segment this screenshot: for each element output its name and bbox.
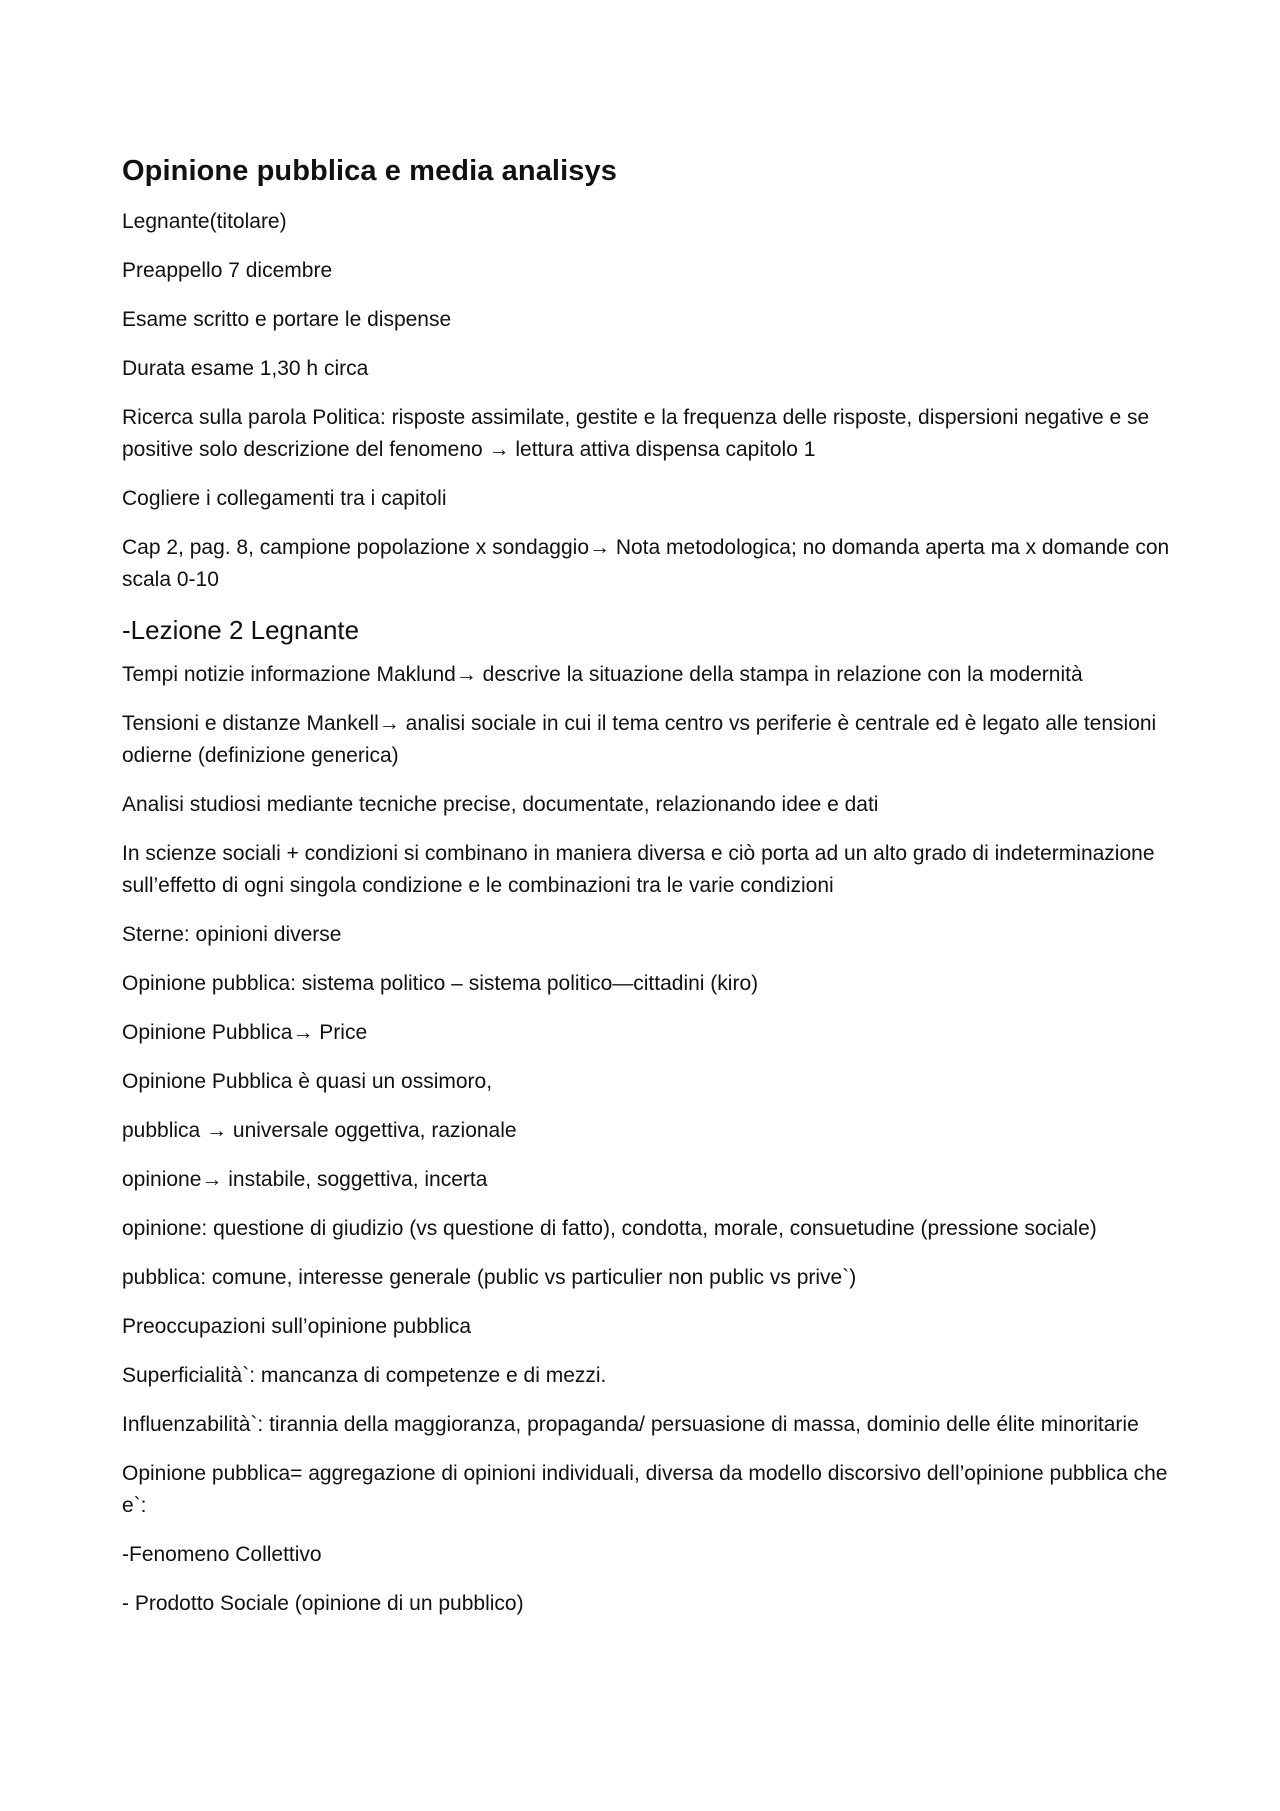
paragraph-analysis-methods: Analisi studiosi mediante tecniche precise, documentate, relazionando idee e dati	[122, 793, 879, 816]
paragraph-sterne: Sterne: opinioni diverse	[122, 923, 342, 946]
section-heading-lesson-2: -Lezione 2 Legnante	[122, 615, 360, 645]
paragraph-opinione-judgement: opinione: questione di giudizio (vs questione di fatto), condotta, morale, consuetudine (pressione sociale)	[122, 1217, 1097, 1240]
paragraph-aggregation: Opinione pubblica= aggregazione di opinioni individuali, diversa da modello discorsivo dell’opinione pubblica che e`:	[122, 1462, 1168, 1517]
paragraph-superficiality: Superficialità`: mancanza di competenze e di mezzi.	[122, 1364, 607, 1387]
paragraph-oxymoron: Opinione Pubblica è quasi un ossimoro,	[122, 1070, 493, 1093]
document-body	[122, 152, 1172, 1637]
paragraph-preappello: Preappello 7 dicembre	[122, 259, 333, 282]
paragraph-exam-duration: Durata esame 1,30 h circa	[122, 357, 369, 380]
paragraph-research-politics: Ricerca sulla parola Politica: risposte assimilate, gestite e la frequenza delle risposte, dispersioni negative e se positive solo descrizione del fenomeno → lettura attiva dispensa capitolo 1	[122, 406, 1150, 461]
paragraph-price: Opinione Pubblica→ Price	[122, 1021, 368, 1044]
paragraph-chapter-2: Cap 2, pag. 8, campione popolazione x sondaggio→ Nota metodologica; no domanda aperta ma x domande con scala 0-10	[122, 536, 1170, 591]
paragraph-teacher: Legnante(titolare)	[122, 210, 287, 233]
paragraph-chapter-links: Cogliere i collegamenti tra i capitoli	[122, 487, 447, 510]
paragraph-exam-type: Esame scritto e portare le dispense	[122, 308, 452, 331]
paragraph-opinione-definition: opinione→ instabile, soggettiva, incerta	[122, 1168, 488, 1191]
paragraph-concerns: Preoccupazioni sull’opinione pubblica	[122, 1315, 472, 1338]
paragraph-influenceability: Influenzabilità`: tirannia della maggioranza, propaganda/ persuasione di massa, dominio delle élite minoritarie	[122, 1413, 1139, 1436]
paragraph-mankell: Tensioni e distanze Mankell→ analisi sociale in cui il tema centro vs periferie è centrale ed è legato alle tensioni odierne (definizione generica)	[122, 712, 1157, 767]
paragraph-collective-phenomenon: -Fenomeno Collettivo	[122, 1543, 322, 1566]
paragraph-pubblica-common: pubblica: comune, interesse generale (public vs particulier non public vs prive`)	[122, 1266, 857, 1289]
paragraph-pubblica-definition: pubblica → universale oggettiva, razionale	[122, 1119, 517, 1142]
paragraph-maklund: Tempi notizie informazione Maklund→ descrive la situazione della stampa in relazione con la modernità	[122, 663, 1083, 686]
paragraph-political-system: Opinione pubblica: sistema politico – sistema politico—cittadini (kiro)	[122, 972, 759, 995]
paragraph-social-product: - Prodotto Sociale (opinione di un pubblico)	[122, 1592, 524, 1615]
document-title: Opinione pubblica e media analisys	[122, 155, 617, 187]
paragraph-social-sciences: In scienze sociali + condizioni si combinano in maniera diversa e ciò porta ad un alto grado di indeterminazione sull’effetto di ogni singola condizione e le combinazioni tra le varie condizioni	[122, 842, 1155, 897]
